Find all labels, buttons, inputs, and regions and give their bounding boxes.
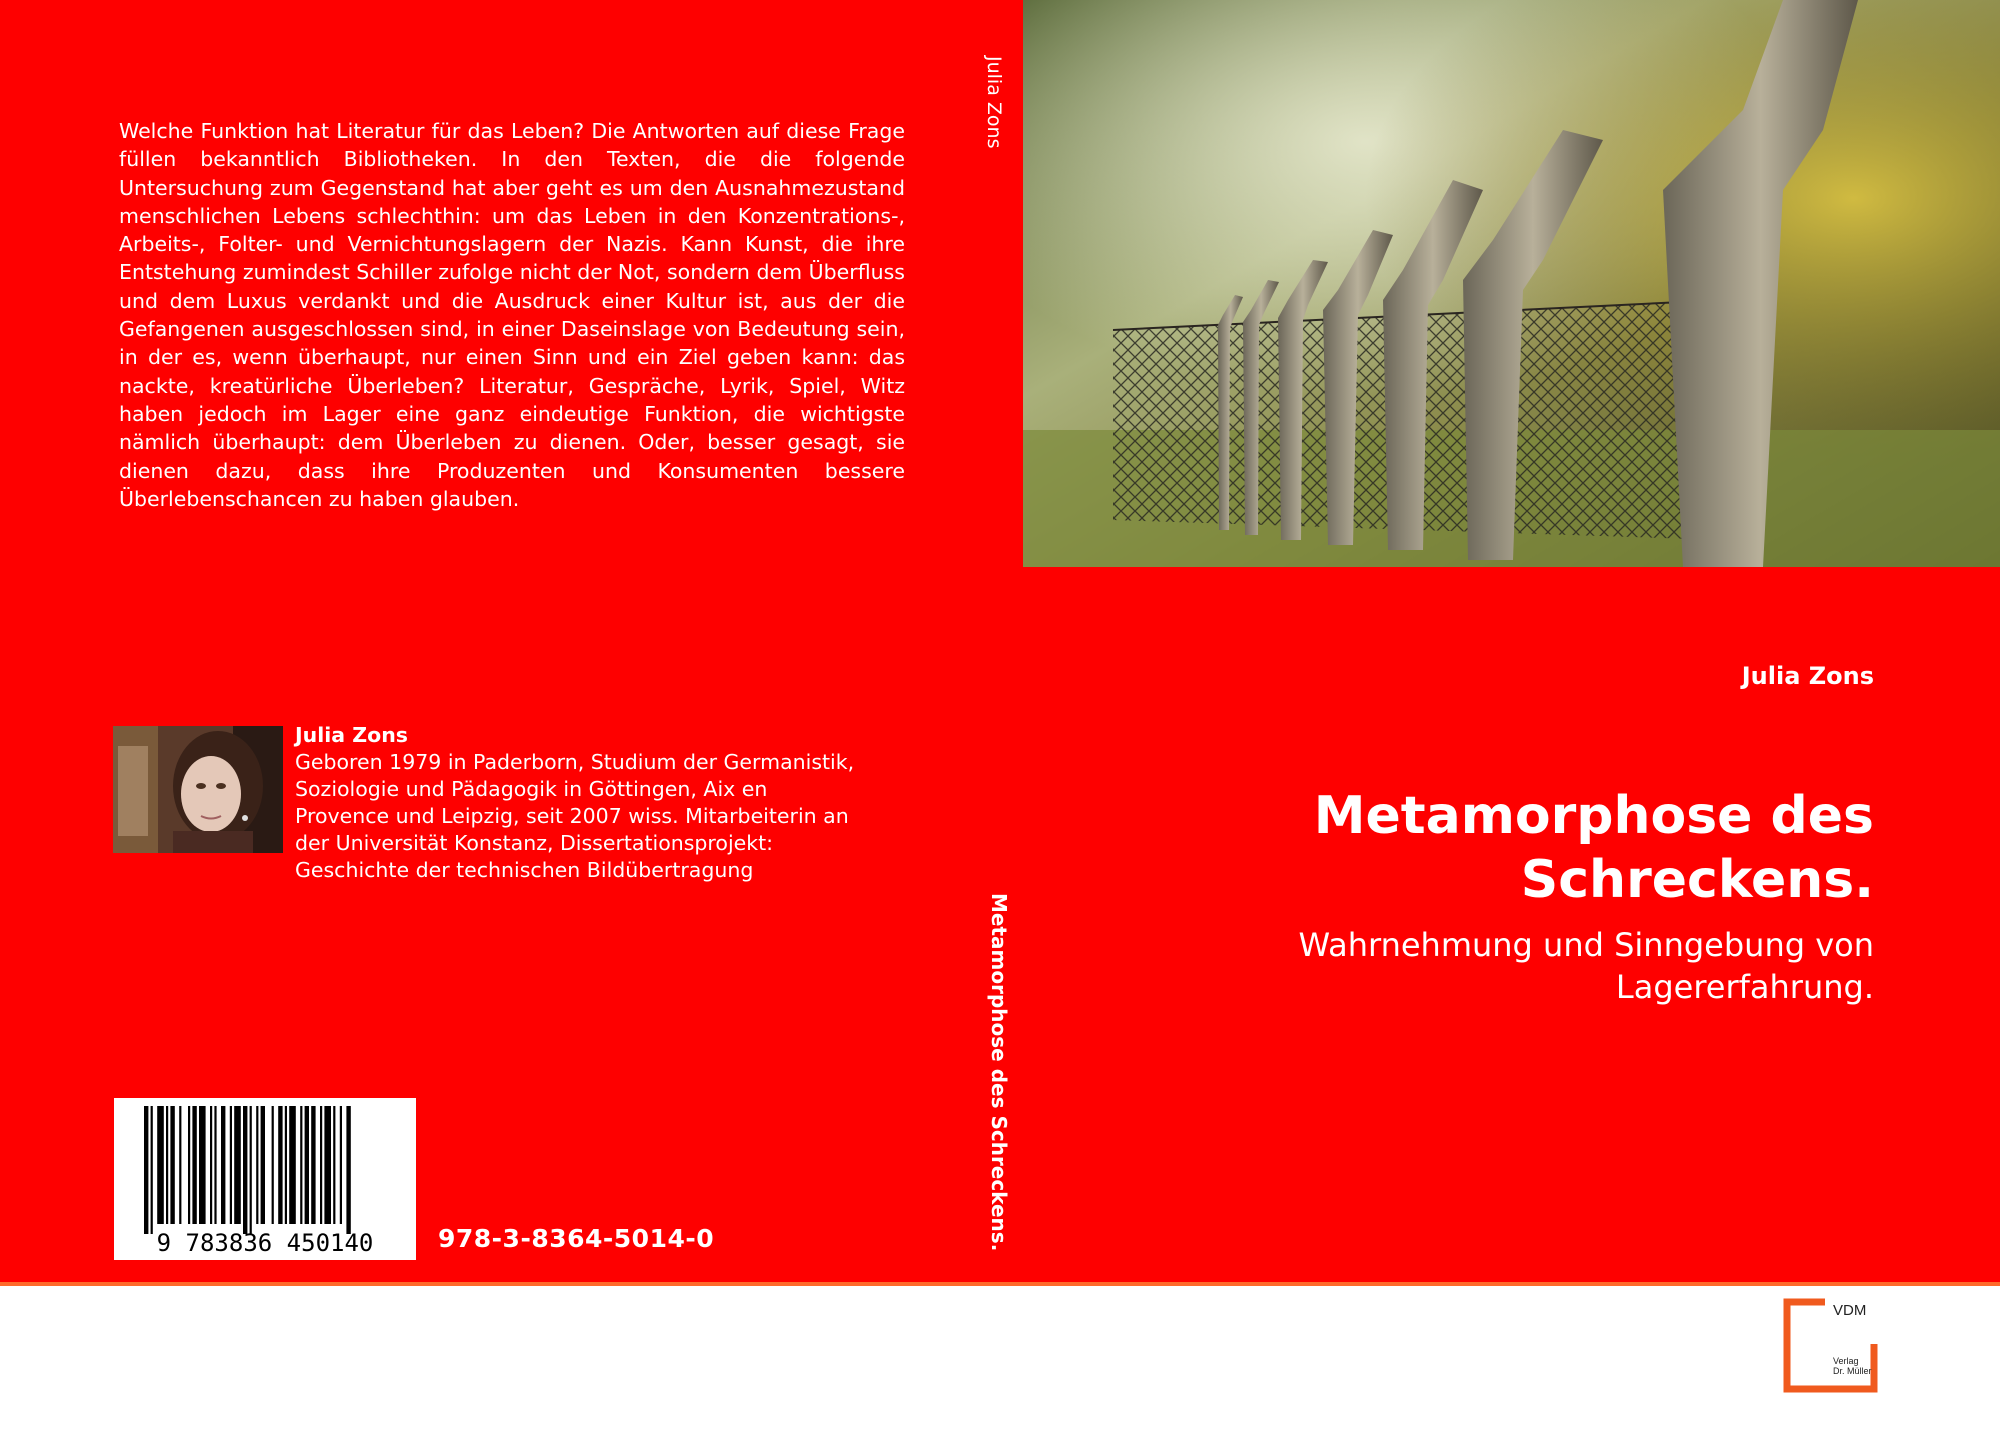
- barcode-bar: [210, 1106, 212, 1224]
- barcode-bar: [214, 1106, 216, 1224]
- barcode-bar: [278, 1106, 282, 1224]
- barcode-bar: [311, 1106, 315, 1224]
- cover-photo-fence: [1023, 0, 2000, 567]
- barcode-bar: [324, 1106, 331, 1224]
- publisher-logo-subtext: [1833, 1356, 1872, 1376]
- publisher-logo-text: VDM: [1833, 1302, 1867, 1319]
- barcode-bar: [230, 1106, 232, 1224]
- barcode-bar: [188, 1106, 190, 1224]
- front-author: Julia Zons: [1741, 662, 1874, 690]
- publisher-logo: [1783, 1298, 1878, 1393]
- barcode-bar: [157, 1106, 164, 1224]
- author-photo: [113, 726, 283, 853]
- barcode-bar: [272, 1106, 274, 1224]
- barcode-bar: [261, 1106, 265, 1224]
- barcode: [114, 1098, 416, 1260]
- author-bio-text: Geboren 1979 in Paderborn, Studium der Germanistik, Soziologie und Pädagogik in Göttingen, Aix en Provence und Leipzig, seit 2007 wiss. Mitarbeiterin an der Universität Konstanz, Dissertationsprojekt: Geschichte der technischen Bildübertragung: [295, 750, 855, 882]
- barcode-bar: [199, 1106, 206, 1224]
- barcode-bar: [170, 1106, 174, 1224]
- publisher-logo-line1: Verlag: [1833, 1356, 1859, 1366]
- barcode-bar: [243, 1106, 247, 1234]
- barcode-bar: [234, 1106, 241, 1224]
- back-cover-blurb: Welche Funktion hat Literatur für das Leben? Die Antworten auf diese Frage füllen bekanntlich Bibliotheken. In den Texten, die die folgende Untersuchung zum Gegenstand hat aber geht es um den Ausnahmezustand menschlichen Lebens schlechthin: um das Leben in den Konzentrations-, Arbeits-, Folter- und Vernichtungslagern der Nazis. Kann Kunst, die ihre Entstehung zumindest Schiller zufolge nicht der Not, sondern dem Überfluss und dem Luxus verdankt und die Ausdruck einer Kultur ist, aus der die Gefangenen ausgeschlossen sind, in einer Daseinslage von Bedeutung sein, in der es, wenn überhaupt, nur einen Sinn und ein Ziel geben kann: das nackte, kreatürliche Überleben? Literatur, Gespräche, Lyrik, Spiel, Witz haben jedoch im Lager eine ganz eindeutige Funktion, die wichtigste nämlich überhaupt: dem Überleben zu dienen. Oder, besser gesagt, sie dienen dazu, dass ihre Produzenten und Konsumenten bessere Überlebenschancen zu haben glauben.: [119, 119, 905, 511]
- barcode-bar: [250, 1106, 252, 1234]
- barcode-bar: [300, 1106, 302, 1224]
- bottom-white-strip: [0, 1286, 2000, 1451]
- author-bio: [295, 722, 855, 884]
- barcode-bar: [305, 1106, 309, 1224]
- barcode-bar: [346, 1106, 350, 1234]
- barcode-bar: [144, 1106, 148, 1234]
- spine-author: Julia Zons: [983, 56, 1005, 149]
- isbn-number: 978-3-8364-5014-0: [438, 1224, 715, 1253]
- spine-title: Metamorphose des Schreckens.: [987, 893, 1011, 1252]
- barcode-bar: [289, 1106, 296, 1224]
- barcode-bar: [285, 1106, 287, 1224]
- barcode-bar: [320, 1106, 322, 1224]
- barcode-bar: [166, 1106, 168, 1224]
- barcode-bar: [179, 1106, 181, 1224]
- author-bio-name: Julia Zons: [295, 723, 408, 747]
- barcode-bar: [256, 1106, 258, 1224]
- publisher-logo-line2: Dr. Müller: [1833, 1366, 1872, 1376]
- barcode-bar: [151, 1106, 153, 1234]
- front-title: Metamorphose des Schreckens.: [1313, 786, 1874, 910]
- front-subtitle: Wahrnehmung und Sinngebung von Lagererfahrung.: [1298, 926, 1874, 1006]
- barcode-bar: [333, 1106, 335, 1224]
- barcode-bar: [340, 1106, 342, 1224]
- barcode-bar: [221, 1106, 225, 1224]
- barcode-digits: 9 783836 450140: [156, 1229, 374, 1257]
- barcode-bar: [192, 1106, 196, 1224]
